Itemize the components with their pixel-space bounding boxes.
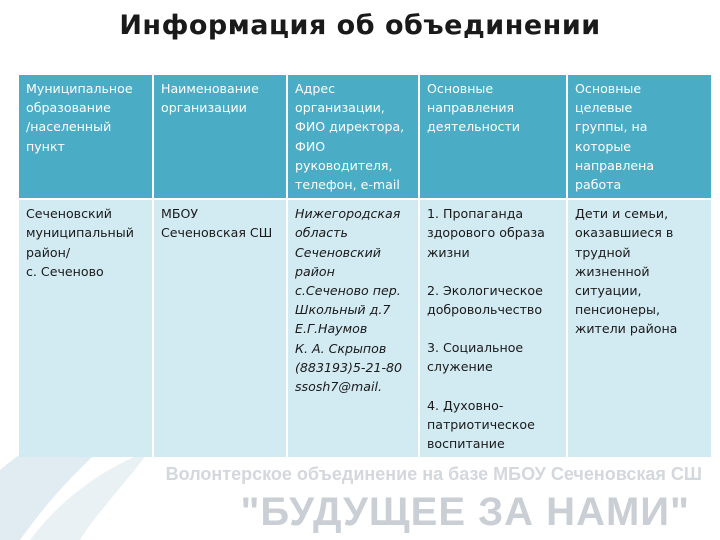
header-address: Адрес организации, ФИО директора, ФИО руководителя, телефон, e-mail bbox=[287, 75, 419, 199]
cell-target-groups: Дети и семьи, оказавшиеся в трудной жизненной ситуации, пенсионеры, жители района bbox=[567, 199, 711, 457]
header-organization: Наименование организации bbox=[153, 75, 287, 199]
footer-subtitle: Волонтерское объединение на базе МБОУ Сеченовская СШ bbox=[165, 464, 702, 484]
cell-municipality: Сеченовский муниципальный район/ с. Сеченово bbox=[19, 199, 153, 457]
cell-directions bbox=[419, 199, 567, 457]
direction-item: 3. Социальное служение bbox=[427, 340, 524, 375]
header-target-groups: Основные целевые группы, на которые направлена работа bbox=[567, 75, 711, 199]
header-directions: Основные направления деятельности bbox=[419, 75, 567, 199]
page-title: Информация об объединении bbox=[119, 10, 601, 41]
header-municipality: Муниципальное образование /населенный пункт bbox=[19, 75, 153, 199]
table-header-row bbox=[19, 75, 711, 199]
cell-address: Нижегородская область Сеченовский район с.Сеченово пер. Школьный д.7 Е.Г.Наумов К. А. Скрыпов (883193)5-21-80 ssosh7@mail. bbox=[287, 199, 419, 457]
organization-info-table bbox=[19, 75, 711, 457]
table-row bbox=[19, 199, 711, 457]
direction-item: 1. Пропаганда здорового образа жизни bbox=[427, 206, 545, 260]
direction-item: 4. Духовно- патриотическое воспитание bbox=[427, 397, 535, 452]
cell-organization: МБОУ Сеченовская СШ bbox=[153, 199, 287, 457]
footer-slogan: "БУДУЩЕЕ ЗА НАМИ" bbox=[240, 490, 690, 534]
direction-item: 2. Экологическое добровольчество bbox=[427, 282, 543, 318]
